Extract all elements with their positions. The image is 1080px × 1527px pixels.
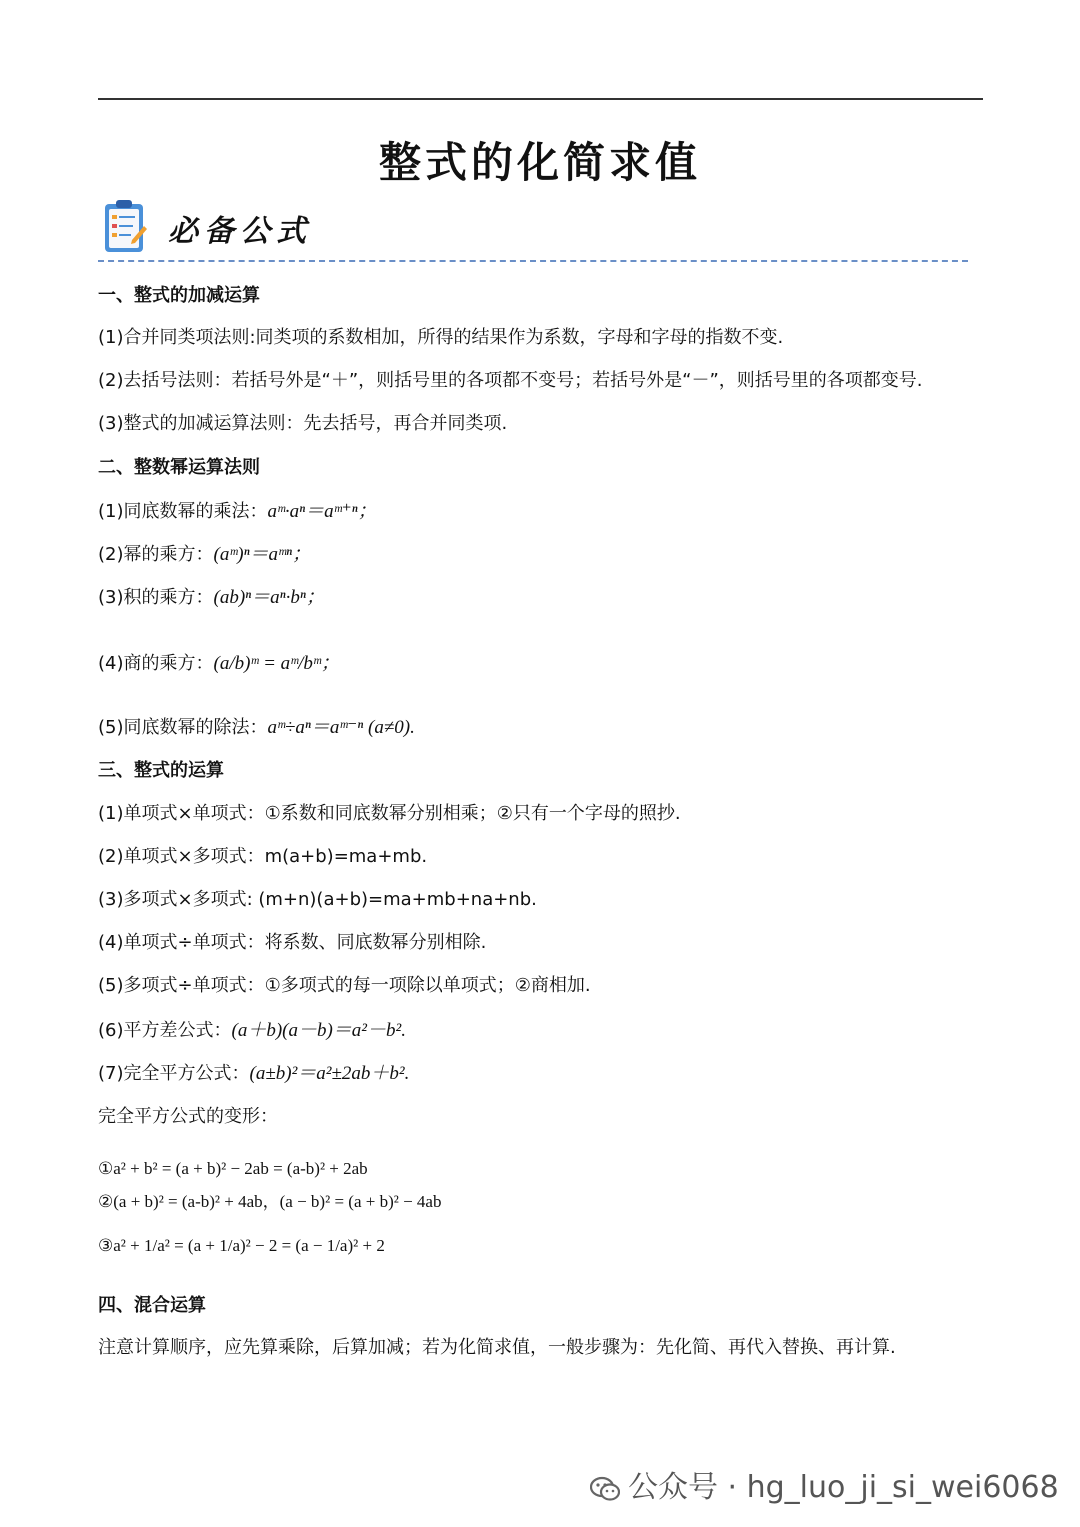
wechat-icon: [590, 1476, 620, 1502]
sec3-item-1: (1)单项式×单项式：①系数和同底数幂分别相乘；②只有一个字母的照抄.: [98, 803, 681, 824]
sec2-label-3: (3)积的乘方：: [98, 587, 214, 608]
sec1-item-2: (2)去括号法则：若括号外是“＋”，则括号里的各项都不变号；若括号外是“－”，则括号里的各项都变号.: [98, 370, 923, 391]
clipboard-checklist-icon: [102, 198, 148, 254]
sec1-item-3: (3)整式的加减运算法则：先去括号，再合并同类项.: [98, 413, 508, 434]
sec2-item-1: [98, 498, 377, 525]
sec2-label-1: (1)同底数幂的乘法：: [98, 501, 268, 522]
variant-2: ②(a + b)² = (a-b)² + 4ab，(a − b)² = (a + b)² − 4ab: [98, 1192, 442, 1211]
sec2-item-2: [98, 541, 311, 568]
formula-difference-of-squares: (a＋b)(a－b)＝a²－b².: [231, 1020, 406, 1041]
section-divider: [98, 260, 968, 262]
formula-power-of-product: (ab)ⁿ＝aⁿ·bⁿ；: [213, 587, 325, 608]
sec4-heading: 四、混合运算: [98, 1295, 206, 1316]
sec2-item-4: [98, 650, 340, 677]
sec2-label-2: (2)幂的乘方：: [98, 544, 214, 565]
sec3-label-6: (6)平方差公式：: [98, 1020, 232, 1041]
sec2-item-3: [98, 584, 325, 611]
sec1-heading: 一、整式的加减运算: [98, 285, 260, 306]
top-rule: [98, 98, 983, 100]
sec2-label-5: (5)同底数幂的除法：: [98, 717, 268, 738]
sec3-item-4: (4)单项式÷单项式：将系数、同底数幂分别相除.: [98, 932, 487, 953]
sec4-text: 注意计算顺序，应先算乘除，后算加减；若为化简求值，一般步骤为：先化简、再代入替换、再计算.: [98, 1337, 896, 1358]
sec2-heading: 二、整数幂运算法则: [98, 457, 260, 478]
sec3-item-3: (3)多项式×多项式: (m+n)(a+b)=ma+mb+na+nb.: [98, 889, 537, 910]
sec2-item-5: [98, 714, 415, 741]
sec3-item-2: (2)单项式×多项式：m(a+b)=ma+mb.: [98, 846, 428, 867]
formula-power-of-power: (aᵐ)ⁿ＝aᵐⁿ；: [213, 544, 311, 565]
sec2-label-4: (4)商的乘方：: [98, 653, 214, 674]
sec3-item-6: [98, 1017, 406, 1044]
section-title: 必备公式: [168, 214, 312, 249]
sec3-item-7: [98, 1060, 409, 1087]
formula-power-quotient: aᵐ÷aⁿ＝aᵐ⁻ⁿ (a≠0).: [267, 717, 415, 738]
sec1-item-1: (1)合并同类项法则:同类项的系数相加，所得的结果作为系数，字母和字母的指数不变.: [98, 327, 784, 348]
watermark-text: 公众号 · hg_luo_ji_si_wei6068: [628, 1470, 1059, 1505]
sec3-heading: 三、整式的运算: [98, 760, 224, 781]
sec3-item-5: (5)多项式÷单项式：①多项式的每一项除以单项式；②商相加.: [98, 975, 591, 996]
sec3-label-7: (7)完全平方公式：: [98, 1063, 250, 1084]
variant-heading: 完全平方公式的变形：: [98, 1106, 278, 1127]
formula-power-product: aᵐ·aⁿ＝aᵐ⁺ⁿ；: [267, 501, 377, 522]
watermark: [590, 1462, 1059, 1506]
variant-3: ③a² + 1/a² = (a + 1/a)² − 2 = (a − 1/a)² + 2: [98, 1236, 385, 1255]
formula-perfect-square: (a±b)²＝a²±2ab＋b².: [249, 1063, 410, 1084]
variant-1: ①a² + b² = (a + b)² − 2ab = (a-b)² + 2ab: [98, 1159, 368, 1178]
page-title: 整式的化简求值: [378, 138, 701, 187]
formula-power-of-quotient: (a/b)ᵐ = aᵐ/bᵐ；: [213, 653, 340, 674]
